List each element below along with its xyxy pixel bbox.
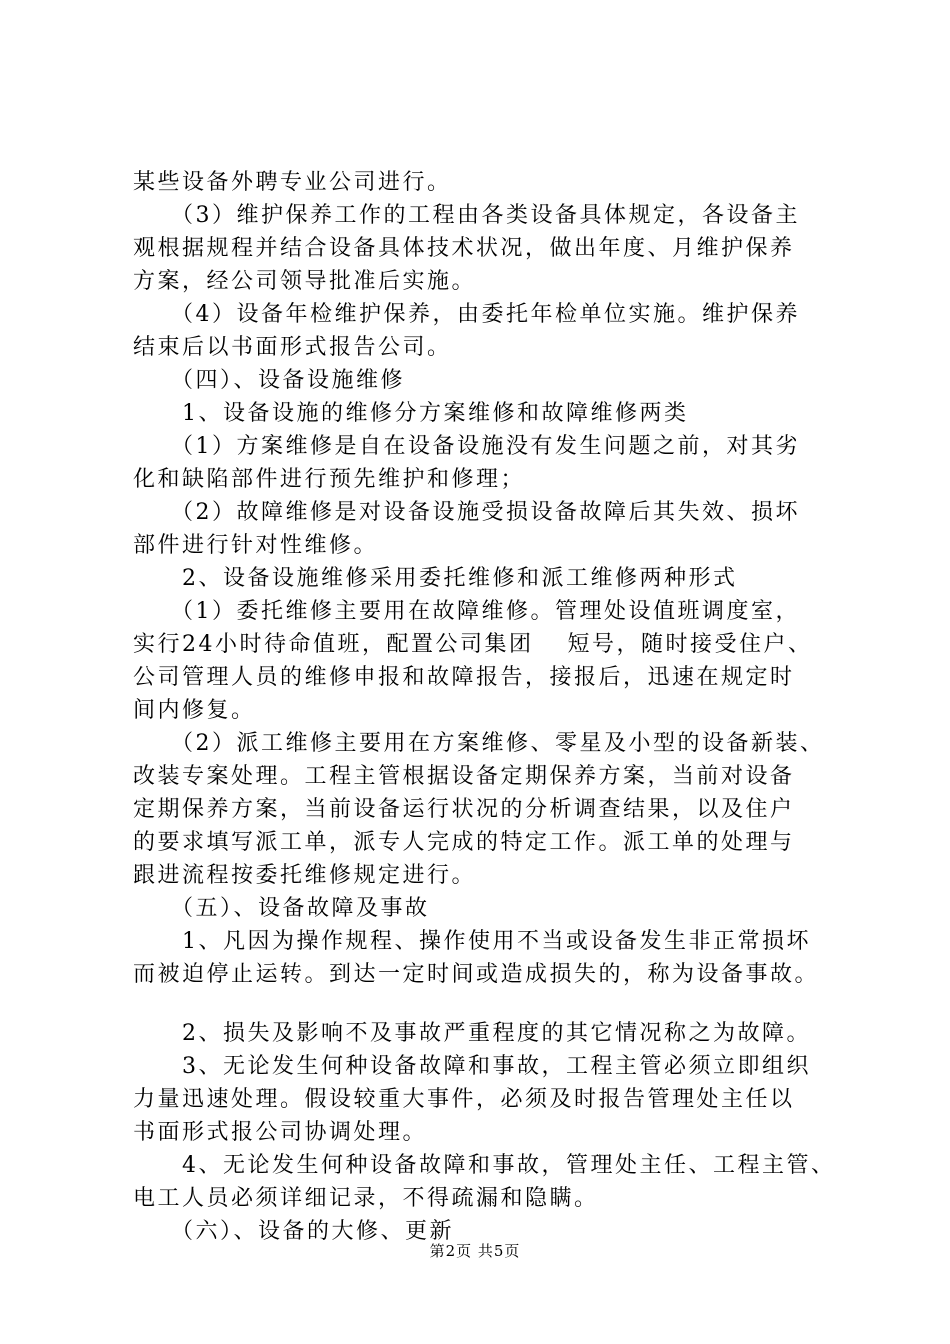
section-heading: （六）、设备的大修、更新 bbox=[133, 1219, 455, 1244]
text-line: 2、设备设施维修采用委托维修和派工维修两种形式 bbox=[133, 566, 738, 591]
text-line: 4、无论发生何种设备故障和事故，管理处主任、工程主管、 bbox=[133, 1153, 836, 1178]
text-line: 跟进流程按委托维修规定进行。 bbox=[133, 863, 477, 888]
text-line: 方案，经公司领导批准后实施。 bbox=[133, 269, 477, 294]
paragraph-gap bbox=[133, 991, 833, 1017]
text-line: 实行24小时待命值班，配置公司集团 短号，随时接受住户、 bbox=[133, 632, 813, 657]
text-line: 间内修复。 bbox=[133, 698, 256, 723]
text-line: （2）派工维修主要用在方案维修、零星及小型的设备新装、 bbox=[133, 731, 825, 756]
text-line: 2、损失及影响不及事故严重程度的其它情况称之为故障。 bbox=[133, 1021, 811, 1046]
section-heading: （五）、设备故障及事故 bbox=[133, 896, 430, 921]
text-line: 某些设备外聘专业公司进行。 bbox=[133, 170, 452, 195]
text-line: （2）故障维修是对设备设施受损设备故障后其失效、损坏 bbox=[133, 500, 800, 525]
text-line: （1）委托维修主要用在故障维修。管理处设值班调度室， bbox=[133, 599, 800, 624]
text-line: 电工人员必须详细记录，不得疏漏和隐瞒。 bbox=[133, 1186, 599, 1211]
text-line: 的要求填写派工单，派专人完成的特定工作。派工单的处理与 bbox=[133, 830, 795, 855]
text-line: 1、设备设施的维修分方案维修和故障维修两类 bbox=[133, 401, 689, 426]
text-line: 改装专案处理。工程主管根据设备定期保养方案，当前对设备 bbox=[133, 764, 795, 789]
text-line: 3、无论发生何种设备故障和事故，工程主管必须立即组织 bbox=[133, 1054, 811, 1079]
text-line: 公司管理人员的维修申报和故障报告，接报后，迅速在规定时 bbox=[133, 665, 795, 690]
text-line: （1）方案维修是自在设备设施没有发生问题之前，对其劣 bbox=[133, 434, 800, 459]
text-line: 1、凡因为操作规程、操作使用不当或设备发生非正常损坏 bbox=[133, 929, 811, 954]
text-line: 力量迅速处理。假设较重大事件，必须及时报告管理处主任以 bbox=[133, 1087, 795, 1112]
document-body bbox=[133, 166, 836, 1248]
text-line: 结束后以书面形式报告公司。 bbox=[133, 335, 452, 360]
text-line: 而被迫停止运转。到达一定时间或造成损失的，称为设备事故。 bbox=[133, 962, 820, 987]
text-line: （3）维护保养工作的工程由各类设备具体规定，各设备主 bbox=[133, 203, 800, 228]
text-line: 定期保养方案，当前设备运行状况的分析调查结果，以及住户 bbox=[133, 797, 795, 822]
text-line: 观根据规程并结合设备具体技术状况，做出年度、月维护保养 bbox=[133, 236, 795, 261]
text-line: 书面形式报公司协调处理。 bbox=[133, 1120, 428, 1145]
text-line: 部件进行针对性维修。 bbox=[133, 533, 379, 558]
section-heading: （四）、设备设施维修 bbox=[133, 368, 406, 393]
text-line: （4）设备年检维护保养，由委托年检单位实施。维护保养 bbox=[133, 302, 800, 327]
page-footer: 第2页 共5页 bbox=[429, 1242, 521, 1260]
text-line: 化和缺陷部件进行预先维护和修理； bbox=[133, 467, 526, 492]
